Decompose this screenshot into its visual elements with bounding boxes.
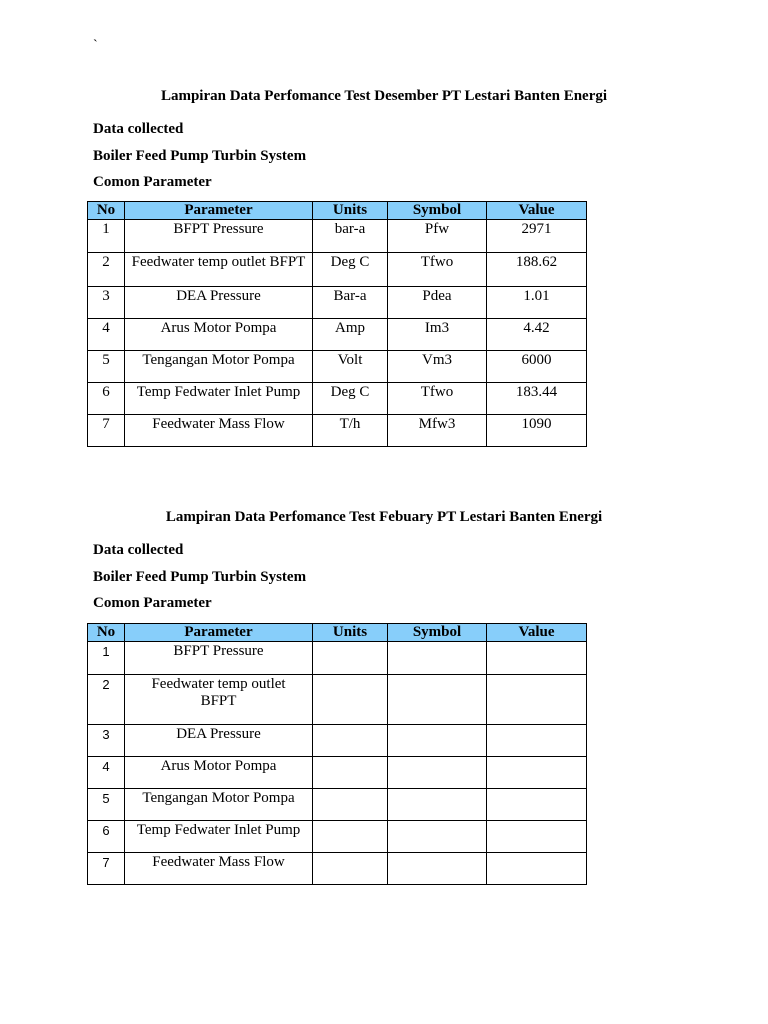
section1-param-label: Comon Parameter (93, 174, 212, 190)
cell-parameter: Temp Fedwater Inlet Pump (125, 821, 313, 853)
cell-parameter: BFPT Pressure (125, 220, 313, 253)
cell-parameter (125, 675, 313, 725)
cell-no: 2 (88, 675, 125, 725)
cell-no: 4 (88, 757, 125, 789)
table-row (88, 415, 587, 447)
cell-parameter: DEA Pressure (125, 725, 313, 757)
cell-symbol (388, 821, 487, 853)
cell-symbol (388, 642, 487, 675)
cell-parameter: Tengangan Motor Pompa (125, 789, 313, 821)
header-no: No (88, 624, 125, 642)
table-row (88, 853, 587, 885)
cell-units (313, 642, 388, 675)
header-units: Units (313, 202, 388, 220)
header-symbol: Symbol (388, 624, 487, 642)
cell-parameter: DEA Pressure (125, 287, 313, 319)
cell-value: 188.62 (487, 253, 587, 287)
cell-value: 6000 (487, 351, 587, 383)
cell-units (313, 757, 388, 789)
cell-symbol: Pdea (388, 287, 487, 319)
cell-symbol (388, 757, 487, 789)
cell-units: Amp (313, 319, 388, 351)
cell-units: Deg C (313, 253, 388, 287)
cell-parameter-line2: BFPT (200, 693, 237, 709)
cell-parameter: Arus Motor Pompa (125, 319, 313, 351)
section1-table (87, 201, 587, 447)
cell-symbol (388, 675, 487, 725)
cell-parameter: Feedwater temp outlet BFPT (125, 253, 313, 287)
header-parameter: Parameter (125, 202, 313, 220)
cell-units (313, 853, 388, 885)
cell-value (487, 675, 587, 725)
cell-value (487, 725, 587, 757)
cell-symbol: Tfwo (388, 253, 487, 287)
cell-parameter: BFPT Pressure (125, 642, 313, 675)
cell-parameter: Feedwater Mass Flow (125, 415, 313, 447)
cell-symbol: Pfw (388, 220, 487, 253)
table-row (88, 725, 587, 757)
cell-value (487, 757, 587, 789)
cell-value (487, 642, 587, 675)
section2-table (87, 623, 587, 885)
cell-symbol: Tfwo (388, 383, 487, 415)
table-row (88, 287, 587, 319)
table-row (88, 253, 587, 287)
table-row (88, 821, 587, 853)
cell-value: 1090 (487, 415, 587, 447)
cell-units (313, 725, 388, 757)
cell-symbol: Mfw3 (388, 415, 487, 447)
cell-symbol: Im3 (388, 319, 487, 351)
cell-parameter: Feedwater Mass Flow (125, 853, 313, 885)
cell-parameter: Arus Motor Pompa (125, 757, 313, 789)
cell-parameter: Tengangan Motor Pompa (125, 351, 313, 383)
section2-param-label: Comon Parameter (93, 595, 212, 611)
table-row (88, 383, 587, 415)
cell-symbol: Vm3 (388, 351, 487, 383)
section2-title: Lampiran Data Perfomance Test Febuary PT Lestari Banten Energi (165, 509, 603, 525)
cell-no: 3 (88, 725, 125, 757)
cell-no: 5 (88, 351, 125, 383)
table-header-row (88, 202, 587, 220)
header-value: Value (487, 624, 587, 642)
table-row (88, 789, 587, 821)
cell-value: 183.44 (487, 383, 587, 415)
header-value: Value (487, 202, 587, 220)
cell-parameter-line1: Feedwater temp outlet (151, 676, 286, 692)
table-header-row (88, 624, 587, 642)
cell-no: 5 (88, 789, 125, 821)
cell-value: 2971 (487, 220, 587, 253)
cell-value: 4.42 (487, 319, 587, 351)
header-symbol: Symbol (388, 202, 487, 220)
cell-units: Volt (313, 351, 388, 383)
section1-system-label: Boiler Feed Pump Turbin System (93, 148, 307, 164)
section2-system-label: Boiler Feed Pump Turbin System (93, 569, 307, 585)
cell-units (313, 675, 388, 725)
section1-data-collected: Data collected (93, 121, 184, 137)
table-row (88, 351, 587, 383)
cell-units: T/h (313, 415, 388, 447)
cell-symbol (388, 789, 487, 821)
table-row (88, 220, 587, 253)
table-row (88, 757, 587, 789)
table-row (88, 642, 587, 675)
cell-parameter: Temp Fedwater Inlet Pump (125, 383, 313, 415)
cell-no: 4 (88, 319, 125, 351)
cell-no: 7 (88, 853, 125, 885)
cell-units (313, 821, 388, 853)
cell-no: 1 (88, 220, 125, 253)
cell-value (487, 789, 587, 821)
cell-value (487, 821, 587, 853)
cell-no: 3 (88, 287, 125, 319)
cell-value (487, 853, 587, 885)
cell-no: 2 (88, 253, 125, 287)
cell-units: Bar-a (313, 287, 388, 319)
header-parameter: Parameter (125, 624, 313, 642)
table-row (88, 675, 587, 725)
section1-title: Lampiran Data Perfomance Test Desember PT Lestari Banten Energi (160, 88, 608, 104)
cell-units (313, 789, 388, 821)
cell-value: 1.01 (487, 287, 587, 319)
section2-data-collected: Data collected (93, 542, 184, 558)
cell-units: Deg C (313, 383, 388, 415)
header-no: No (88, 202, 125, 220)
cell-symbol (388, 725, 487, 757)
cell-symbol (388, 853, 487, 885)
table-row (88, 319, 587, 351)
header-units: Units (313, 624, 388, 642)
cell-no: 6 (88, 821, 125, 853)
cell-no: 7 (88, 415, 125, 447)
stray-mark: ` (93, 38, 98, 53)
cell-units: bar-a (313, 220, 388, 253)
cell-no: 6 (88, 383, 125, 415)
cell-no: 1 (88, 642, 125, 675)
